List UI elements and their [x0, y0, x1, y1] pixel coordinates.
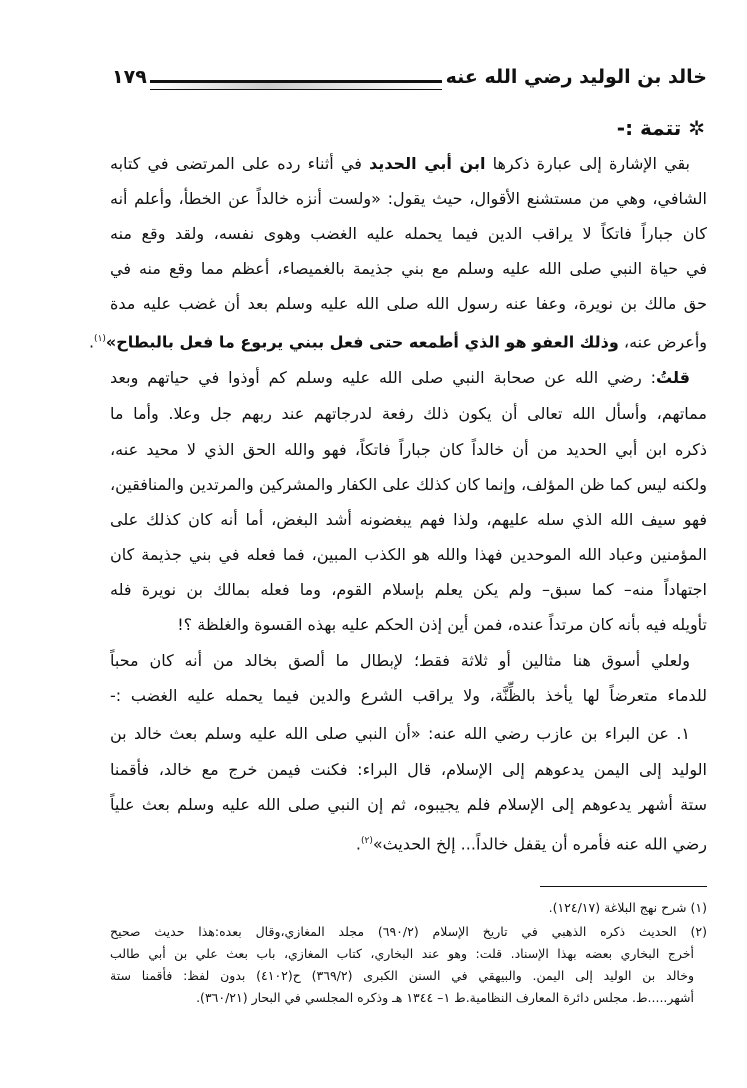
bold-name: ابن أبي الحديد [369, 154, 486, 173]
book-title: خالد بن الوليد رضي الله عنه [445, 66, 707, 88]
text-line [88, 327, 707, 354]
text-line: الوليد إلى اليمن يدعوهم إلى الإسلام، قال البراء: فكنت فيمن خرج مع خالد، فأقمنا [110, 760, 707, 779]
text: في أثناء رده على المرتضى في كتابه [110, 154, 370, 173]
text-line: ستة أشهر يدعوهم إلى الإسلام فلم يجيبوه، ثم إن النبي صلى الله عليه وسلم بعث علياً [110, 795, 707, 814]
text: . [88, 332, 95, 352]
text-line: الشافي، وهي من مستشنع الأقوال، حيث يقول: «ولست أنزه خالداً عن الخطأ، وأعلم أنه [110, 189, 707, 208]
footnote-2-line: وخالد بن الوليد إلى اليمن. والبيهقي في السنن الكبرى (٣٦٩/٢) ح(٤١٠٢) بدون لفظ: فأقمنا ستة [110, 968, 695, 983]
asterisk-icon: ✲ [681, 116, 705, 140]
text-line: ولكنه ليس كما ظن المؤلف، وإنما كان كذلك على الكفار والمشركين والمرتدين والمنافقين، [110, 475, 707, 494]
footnote-ref[interactable]: (١) [94, 334, 106, 344]
header-rule [150, 80, 442, 90]
text-line: تأويله فيه بأنه كان مرتداً عنده، فمن أين إذن الحكم عليه بهذه القسوة والغلظة ؟! [177, 615, 707, 634]
text-line [110, 152, 690, 176]
text-line: ١. عن البراء بن عازب رضي الله عنه: «أن النبي صلى الله عليه وسلم بعث خالد بن [110, 724, 690, 743]
text-line: حق مالك بن نويرة، وعفا عنه رسول الله صلى الله عليه وسلم بعد أن غضب عليه مدة [110, 294, 707, 313]
text-line: مماتهم، وأسأل الله تعالى أن يكون ذلك رفعة لدرجاتهم عند ربهم جل وعلا. وأما ما [110, 404, 707, 423]
section-heading [617, 116, 705, 140]
text-line [110, 829, 707, 856]
text: وأعرض عنه، [618, 332, 707, 352]
text-line: فهو سيف الله الذي سله عليهم، ولذا فهم يبغضونه أشد البغض، أما أنه كان كذلك على [110, 510, 707, 529]
text-line: اجتهاداً منه– كما سبق– ولم يكن يعلم بإسلام القوم، وما فعله بمالك بن نويرة فله [110, 580, 707, 599]
text-line: ولعلي أسوق هنا مثالين أو ثلاثة فقط؛ لإبطال ما ألصق بخالد من أنه كان محباً [110, 651, 690, 670]
text-line [110, 366, 690, 390]
footnote-2-line: أخرج البخاري بعضه بهذا الإسناد. قلت: وهو عند البخاري، كتاب المغازي، باب بعث علي بن أبي طالب [110, 946, 694, 961]
footnote-2: (٢) الحديث ذكره الذهبي في تاريخ الإسلام (٦٩٠/٢) مجلد المغازي،وقال بعده:هذا حديث صحيح [110, 924, 707, 939]
footnote-ref[interactable]: (٢) [360, 836, 373, 846]
footnote-2-line: أشهر.....ط. مجلس دائرة المعارف النظامية.ط ١– ١٣٤٤ هـ وذكره المجلسي في البحار (٣٦٠/٢١). [196, 990, 694, 1005]
text-line: المؤمنين وعباد الله الموحدين فهذا والله هو الكذب المبين، فما فعله في بني جذيمة كان [110, 545, 707, 564]
text: بقي الإشارة إلى عبارة ذكرها [485, 154, 691, 173]
bold-label: قلتُ [656, 368, 690, 387]
section-heading-label: تتمة :- [616, 116, 682, 140]
text-line: كان جباراً فاتكاً لا يراقب الدين فيما يحمله عليه الغضب وهوى نفسه، ولقد وقع منه [110, 224, 707, 243]
footnote-divider [540, 886, 707, 887]
text: رضي الله عنه فأمره أن يقفل خالداً... إلخ الحديث» [372, 834, 707, 854]
footnote-1: (١) شرح نهج البلاغة (١٢٤/١٧). [548, 900, 707, 915]
text-line: للدماء متعرضاً لها يأخذ بالظِّنَّة، ولا يراقب الشرع والدين فيما يحمله عليه الغضب :- [110, 686, 707, 705]
text-line: في حياة النبي صلى الله عليه وسلم مع بني جذيمة بالغميصاء، أعظم مما وقع منه في [110, 259, 707, 278]
text-line: ذكره ابن أبي الحديد من أن خالداً كان جباراً فاتكاً، فهو والله الحق الذي لا محيد عنه، [110, 440, 707, 459]
bold-quote: وذلك العفو هو الذي أطمعه حتى فعل ببني يربوع ما فعل بالبطاح» [105, 332, 619, 352]
text: . [355, 834, 361, 854]
text: : رضي الله عن صحابة النبي صلى الله عليه وسلم كم أوذوا في حياتهم وبعد [110, 368, 657, 387]
page-number: ١٧٩ [112, 66, 147, 88]
